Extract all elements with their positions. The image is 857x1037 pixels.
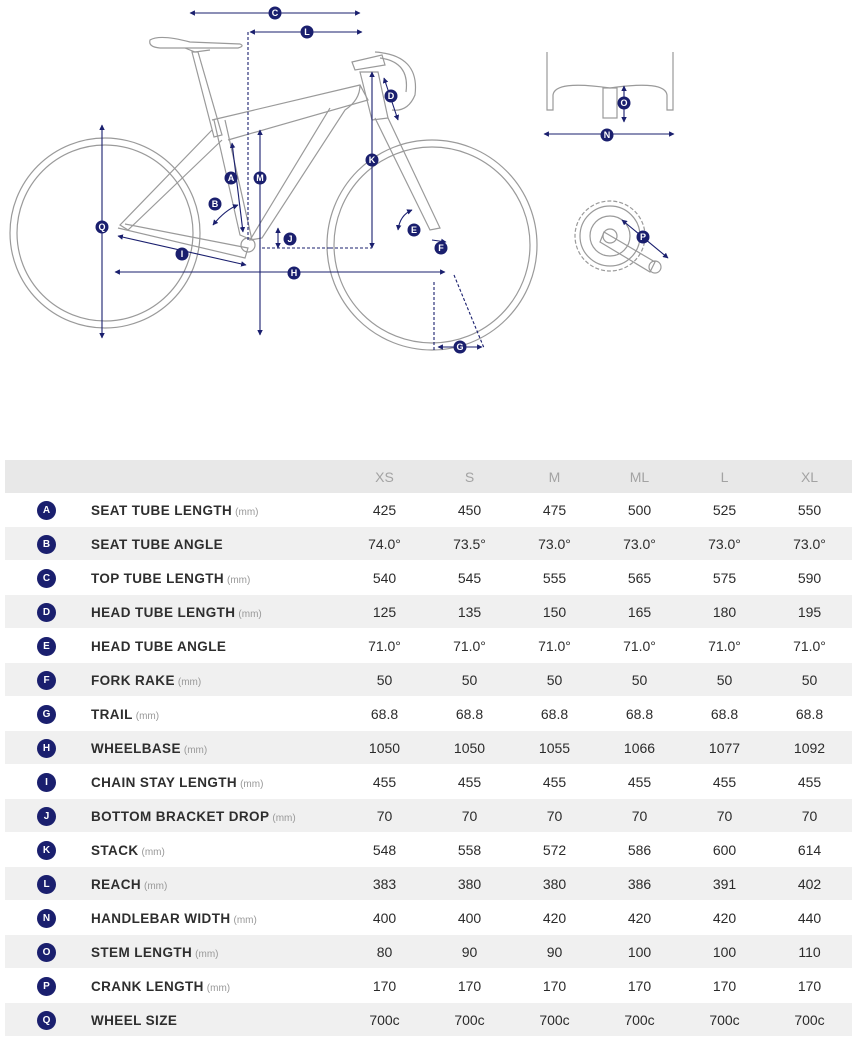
measurement-key-badge: D — [37, 603, 56, 622]
diagram-label-h — [288, 267, 301, 280]
value-cell: 455 — [342, 765, 427, 799]
value-cell: 455 — [512, 765, 597, 799]
value-cell: 195 — [767, 595, 852, 629]
value-cell: 71.0° — [342, 629, 427, 663]
measurement-name-cell — [87, 595, 342, 629]
diagram-label-a — [225, 172, 238, 185]
size-header: L — [682, 460, 767, 493]
value-cell: 170 — [512, 969, 597, 1003]
measurement-name-cell — [87, 799, 342, 833]
svg-text:M: M — [256, 173, 264, 183]
value-cell: 700c — [427, 1003, 512, 1037]
value-cell: 71.0° — [682, 629, 767, 663]
value-cell: 68.8 — [767, 697, 852, 731]
table-row — [5, 765, 852, 799]
svg-text:N: N — [603, 130, 611, 140]
table-row — [5, 697, 852, 731]
row-badge-cell — [5, 629, 87, 663]
measurement-name: TOP TUBE LENGTH — [91, 570, 225, 586]
value-cell: 700c — [342, 1003, 427, 1037]
svg-text:D: D — [387, 91, 395, 101]
value-cell: 71.0° — [427, 629, 512, 663]
svg-text:L: L — [304, 27, 310, 37]
value-cell: 402 — [767, 867, 852, 901]
value-cell: 455 — [597, 765, 682, 799]
value-cell: 455 — [682, 765, 767, 799]
row-badge-cell — [5, 901, 87, 935]
diagram-label-o — [618, 97, 631, 110]
value-cell: 600 — [682, 833, 767, 867]
measurement-name-cell — [87, 731, 342, 765]
value-cell: 475 — [512, 493, 597, 527]
value-cell: 1055 — [512, 731, 597, 765]
header-blank — [5, 460, 87, 493]
size-header: ML — [597, 460, 682, 493]
value-cell: 50 — [597, 663, 682, 697]
row-badge-cell — [5, 663, 87, 697]
value-cell: 1077 — [682, 731, 767, 765]
diagram-label-b — [209, 198, 222, 211]
svg-text:H: H — [290, 268, 298, 278]
svg-text:P: P — [639, 232, 647, 242]
value-cell: 380 — [427, 867, 512, 901]
value-cell: 420 — [597, 901, 682, 935]
measurement-unit: (mm) — [141, 846, 165, 858]
value-cell: 550 — [767, 493, 852, 527]
table-row — [5, 969, 852, 1003]
table-row — [5, 561, 852, 595]
table-row — [5, 527, 852, 561]
front-wheel-icon — [327, 140, 537, 350]
value-cell: 70 — [512, 799, 597, 833]
size-header: S — [427, 460, 512, 493]
bike-outline — [10, 37, 537, 350]
table-row — [5, 629, 852, 663]
value-cell: 170 — [427, 969, 512, 1003]
value-cell: 135 — [427, 595, 512, 629]
table-row — [5, 1003, 852, 1037]
measurement-key-badge: I — [37, 773, 56, 792]
measurement-unit: (mm) — [135, 710, 160, 722]
table-row — [5, 663, 852, 697]
row-badge-cell — [5, 867, 87, 901]
measurement-key-badge: C — [37, 569, 56, 588]
value-cell: 165 — [597, 595, 682, 629]
diagram-label-i — [176, 248, 189, 261]
svg-text:J: J — [287, 234, 293, 244]
diagram-label-l — [301, 26, 314, 39]
measurement-name-cell — [87, 1003, 342, 1037]
measurement-name: HEAD TUBE ANGLE — [91, 638, 227, 654]
value-cell: 68.8 — [597, 697, 682, 731]
value-cell: 575 — [682, 561, 767, 595]
measurement-key-badge: E — [37, 637, 56, 656]
measurement-name: STACK — [91, 842, 139, 858]
diagram-label-p — [637, 231, 650, 244]
table-row — [5, 867, 852, 901]
value-cell: 700c — [512, 1003, 597, 1037]
value-cell: 386 — [597, 867, 682, 901]
measurement-name-cell — [87, 527, 342, 561]
value-cell: 100 — [597, 935, 682, 969]
value-cell: 450 — [427, 493, 512, 527]
value-cell: 540 — [342, 561, 427, 595]
value-cell: 700c — [682, 1003, 767, 1037]
value-cell: 590 — [767, 561, 852, 595]
measurement-name: SEAT TUBE ANGLE — [91, 536, 224, 552]
svg-text:G: G — [456, 342, 464, 352]
row-badge-cell — [5, 969, 87, 1003]
diagram-label-m — [254, 172, 267, 185]
measurement-unit: (mm) — [227, 574, 251, 586]
value-cell: 380 — [512, 867, 597, 901]
row-badge-cell — [5, 1003, 87, 1037]
value-cell: 565 — [597, 561, 682, 595]
measurement-name-cell — [87, 901, 342, 935]
value-cell: 180 — [682, 595, 767, 629]
row-badge-cell — [5, 731, 87, 765]
svg-text:I: I — [180, 249, 184, 259]
measurement-name: TRAIL — [91, 706, 133, 722]
row-badge-cell — [5, 799, 87, 833]
table-row — [5, 493, 852, 527]
row-badge-cell — [5, 833, 87, 867]
measurement-unit: (mm) — [144, 880, 168, 892]
value-cell: 150 — [512, 595, 597, 629]
measurement-name: WHEEL SIZE — [91, 1012, 178, 1028]
value-cell: 110 — [767, 935, 852, 969]
measurement-unit: (mm) — [177, 676, 202, 688]
value-cell: 50 — [682, 663, 767, 697]
row-badge-cell — [5, 561, 87, 595]
measurement-name: STEM LENGTH — [91, 944, 193, 960]
row-badge-cell — [5, 527, 87, 561]
value-cell: 68.8 — [682, 697, 767, 731]
measurement-name-cell — [87, 561, 342, 595]
measurement-name: CHAIN STAY LENGTH — [91, 774, 238, 790]
measurement-name: BOTTOM BRACKET DROP — [91, 808, 270, 824]
table-row — [5, 901, 852, 935]
value-cell: 50 — [342, 663, 427, 697]
table-row — [5, 595, 852, 629]
value-cell: 500 — [597, 493, 682, 527]
measurement-name-cell — [87, 697, 342, 731]
row-badge-cell — [5, 493, 87, 527]
measurement-name: HANDLEBAR WIDTH — [91, 910, 231, 926]
value-cell: 383 — [342, 867, 427, 901]
diagram-label-d — [385, 90, 398, 103]
value-cell: 420 — [682, 901, 767, 935]
svg-text:O: O — [620, 98, 628, 108]
table-row — [5, 731, 852, 765]
table-row — [5, 833, 852, 867]
measurement-key-badge: N — [37, 909, 56, 928]
bike-geometry-diagram — [0, 0, 857, 440]
measurement-name: REACH — [91, 876, 142, 892]
value-cell: 572 — [512, 833, 597, 867]
header-blank — [87, 460, 342, 493]
measurement-name-cell — [87, 833, 342, 867]
row-badge-cell — [5, 935, 87, 969]
measurement-unit: (mm) — [235, 506, 259, 518]
table-row — [5, 799, 852, 833]
value-cell: 545 — [427, 561, 512, 595]
value-cell: 425 — [342, 493, 427, 527]
value-cell: 400 — [342, 901, 427, 935]
measurement-key-badge: J — [37, 807, 56, 826]
value-cell: 73.0° — [512, 527, 597, 561]
table-row — [5, 935, 852, 969]
row-badge-cell — [5, 765, 87, 799]
value-cell: 70 — [427, 799, 512, 833]
value-cell: 50 — [427, 663, 512, 697]
value-cell: 50 — [512, 663, 597, 697]
measurement-name: SEAT TUBE LENGTH — [91, 502, 233, 518]
measurement-unit: (mm) — [238, 608, 262, 620]
value-cell: 420 — [512, 901, 597, 935]
value-cell: 558 — [427, 833, 512, 867]
diagram-label-q — [96, 221, 109, 234]
measurement-unit: (mm) — [233, 914, 257, 926]
value-cell: 70 — [682, 799, 767, 833]
value-cell: 440 — [767, 901, 852, 935]
measurement-key-badge: G — [37, 705, 56, 724]
measurement-unit: (mm) — [195, 948, 219, 960]
value-cell: 700c — [767, 1003, 852, 1037]
value-cell: 1066 — [597, 731, 682, 765]
value-cell: 170 — [682, 969, 767, 1003]
measurement-key-badge: Q — [37, 1011, 56, 1030]
value-cell: 73.5° — [427, 527, 512, 561]
svg-text:E: E — [410, 225, 418, 235]
value-cell: 555 — [512, 561, 597, 595]
value-cell: 73.0° — [682, 527, 767, 561]
value-cell: 170 — [342, 969, 427, 1003]
size-header-row — [5, 460, 852, 493]
diagram-label-e — [408, 224, 421, 237]
value-cell: 400 — [427, 901, 512, 935]
measurement-name-cell — [87, 629, 342, 663]
value-cell: 1050 — [427, 731, 512, 765]
value-cell: 73.0° — [597, 527, 682, 561]
measurement-key-badge: A — [37, 501, 56, 520]
dimension-lines — [102, 13, 484, 350]
svg-text:C: C — [271, 8, 279, 18]
svg-text:B: B — [211, 199, 219, 209]
measurement-key-badge: L — [37, 875, 56, 894]
value-cell: 125 — [342, 595, 427, 629]
value-cell: 525 — [682, 493, 767, 527]
diagram-label-j — [284, 233, 297, 246]
size-header: M — [512, 460, 597, 493]
diagram-label-f — [435, 242, 448, 255]
value-cell: 70 — [342, 799, 427, 833]
value-cell: 100 — [682, 935, 767, 969]
measurement-key-badge: O — [37, 943, 56, 962]
measurement-unit: (mm) — [272, 812, 296, 824]
value-cell: 1092 — [767, 731, 852, 765]
handlebar-topview-icon — [547, 52, 673, 118]
value-cell: 80 — [342, 935, 427, 969]
value-cell: 71.0° — [597, 629, 682, 663]
measurement-name: HEAD TUBE LENGTH — [91, 604, 236, 620]
svg-text:Q: Q — [98, 222, 106, 232]
measurement-unit: (mm) — [240, 778, 264, 790]
measurement-unit: (mm) — [183, 744, 208, 756]
svg-text:A: A — [227, 173, 235, 183]
diagram-label-n — [601, 129, 614, 142]
size-header: XS — [342, 460, 427, 493]
value-cell: 74.0° — [342, 527, 427, 561]
size-header: XL — [767, 460, 852, 493]
value-cell: 50 — [767, 663, 852, 697]
value-cell: 170 — [597, 969, 682, 1003]
value-cell: 586 — [597, 833, 682, 867]
measurement-name-cell — [87, 935, 342, 969]
value-cell: 68.8 — [342, 697, 427, 731]
measurement-key-badge: B — [37, 535, 56, 554]
value-cell: 73.0° — [767, 527, 852, 561]
measurement-key-badge: K — [37, 841, 56, 860]
measurement-name-cell — [87, 663, 342, 697]
row-badge-cell — [5, 697, 87, 731]
measurement-name: WHEELBASE — [91, 740, 181, 756]
measurement-name: FORK RAKE — [91, 672, 175, 688]
value-cell: 71.0° — [767, 629, 852, 663]
measurement-name-cell — [87, 969, 342, 1003]
measurement-name-cell — [87, 493, 342, 527]
row-badge-cell — [5, 595, 87, 629]
measurement-key-badge: H — [37, 739, 56, 758]
value-cell: 170 — [767, 969, 852, 1003]
value-cell: 548 — [342, 833, 427, 867]
diagram-label-k — [366, 154, 379, 167]
value-cell: 90 — [427, 935, 512, 969]
value-cell: 455 — [427, 765, 512, 799]
value-cell: 68.8 — [512, 697, 597, 731]
value-cell: 614 — [767, 833, 852, 867]
measurement-key-badge: P — [37, 977, 56, 996]
value-cell: 391 — [682, 867, 767, 901]
svg-text:K: K — [368, 155, 376, 165]
value-cell: 71.0° — [512, 629, 597, 663]
measurement-unit: (mm) — [206, 982, 231, 994]
measurement-name-cell — [87, 867, 342, 901]
value-cell: 700c — [597, 1003, 682, 1037]
value-cell: 455 — [767, 765, 852, 799]
value-cell: 70 — [767, 799, 852, 833]
measurement-key-badge: F — [37, 671, 56, 690]
value-cell: 70 — [597, 799, 682, 833]
value-cell: 90 — [512, 935, 597, 969]
measurement-name-cell — [87, 765, 342, 799]
value-cell: 1050 — [342, 731, 427, 765]
diagram-label-c — [269, 7, 282, 20]
value-cell: 68.8 — [427, 697, 512, 731]
geometry-table — [5, 460, 852, 1037]
diagram-label-g — [454, 341, 467, 354]
measurement-name: CRANK LENGTH — [91, 978, 204, 994]
svg-text:F: F — [438, 243, 444, 253]
